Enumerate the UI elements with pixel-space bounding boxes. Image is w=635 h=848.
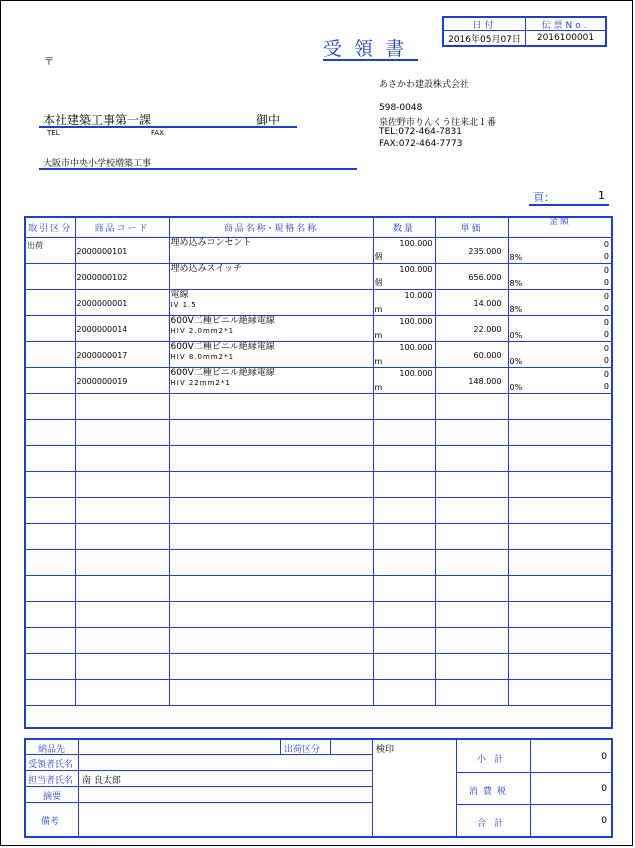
- empty-cell: [75, 549, 169, 575]
- table-row-empty: [26, 549, 611, 575]
- empty-cell: [508, 393, 611, 419]
- row-code: 2000000014: [75, 315, 169, 341]
- row-name: 電線: [170, 289, 189, 300]
- row-type: [26, 315, 75, 341]
- row-qty-cell: [373, 263, 435, 289]
- empty-cell: [169, 471, 373, 497]
- empty-cell: [435, 549, 508, 575]
- staff-label: 担当者氏名: [28, 776, 74, 786]
- col-header-name: 商品名称･規格名称: [169, 218, 373, 237]
- table-row-empty: [26, 627, 611, 653]
- empty-cell: [26, 393, 75, 419]
- row-name: 600V二種ビニル絶縁電線: [170, 367, 275, 378]
- empty-cell: [75, 445, 169, 471]
- row-qty: 100.000: [399, 368, 433, 378]
- table-row-empty: [26, 419, 611, 445]
- date-slip-box: [442, 16, 607, 47]
- empty-cell: [75, 653, 169, 679]
- col-header-amount: 金額: [508, 218, 611, 237]
- empty-cell: [435, 419, 508, 445]
- recipient-name: 本社建築工事第一課: [43, 113, 152, 127]
- row-type-text: 出荷: [27, 240, 43, 250]
- row-unit: 個: [374, 251, 383, 261]
- col-header-qty: 数量: [373, 218, 435, 237]
- row-amount: 0: [603, 369, 609, 379]
- empty-cell: [373, 445, 435, 471]
- empty-cell: [169, 627, 373, 653]
- tax-label: 消費税: [469, 787, 512, 797]
- table-row: [26, 315, 611, 341]
- row-type: [26, 263, 75, 289]
- row-qty: 100.000: [399, 238, 433, 248]
- empty-cell: [26, 419, 75, 445]
- empty-cell: [169, 497, 373, 523]
- receiver-label: 受領者氏名: [28, 760, 74, 770]
- project-name: 大阪市中央小学校増築工事: [43, 159, 152, 169]
- postal-mark: 〒: [44, 57, 54, 68]
- row-tax-amount: 0: [603, 277, 609, 287]
- row-unit: m: [374, 330, 383, 340]
- row-name-cell: [169, 237, 373, 263]
- table-row-empty: [26, 497, 611, 523]
- empty-cell: [169, 419, 373, 445]
- empty-cell: [435, 393, 508, 419]
- row-amount-cell: [508, 289, 611, 315]
- empty-cell: [373, 419, 435, 445]
- row-qty-cell: [373, 315, 435, 341]
- empty-cell: [373, 679, 435, 705]
- empty-cell: [508, 471, 611, 497]
- empty-cell: [373, 471, 435, 497]
- empty-cell: [373, 497, 435, 523]
- table-row-empty: [26, 575, 611, 601]
- row-tax-rate: 0%: [509, 382, 523, 392]
- row-qty: 10.000: [404, 290, 433, 300]
- row-spec: HIV 22mm2*1: [170, 378, 231, 387]
- row-name: 埋め込みスイッチ: [170, 263, 243, 274]
- empty-cell: [169, 601, 373, 627]
- row-tax-amount: 0: [603, 381, 609, 391]
- row-price: 235.000: [435, 237, 508, 263]
- row-amount-cell: [508, 237, 611, 263]
- row-type: [26, 237, 75, 263]
- table-row-empty: [26, 445, 611, 471]
- empty-cell: [26, 497, 75, 523]
- row-code: 2000000102: [75, 263, 169, 289]
- empty-cell: [169, 523, 373, 549]
- row-type: [26, 367, 75, 393]
- row-name-cell: [169, 263, 373, 289]
- table-row-empty: [26, 653, 611, 679]
- date-label: 日付: [444, 18, 526, 31]
- row-name-cell: [169, 367, 373, 393]
- row-price: 656.000: [435, 263, 508, 289]
- row-amount: 0: [603, 239, 609, 249]
- empty-cell: [75, 575, 169, 601]
- empty-cell: [508, 653, 611, 679]
- empty-cell: [26, 627, 75, 653]
- row-price: 148.000: [435, 367, 508, 393]
- empty-cell: [435, 627, 508, 653]
- row-tax-amount: 0: [603, 303, 609, 313]
- empty-cell: [75, 627, 169, 653]
- row-amount: 0: [603, 343, 609, 353]
- row-tax-rate: 0%: [509, 330, 523, 340]
- empty-cell: [169, 575, 373, 601]
- summary-label: 摘要: [43, 792, 62, 802]
- empty-cell: [435, 679, 508, 705]
- empty-cell: [169, 653, 373, 679]
- table-row: [26, 263, 611, 289]
- recipient-fax-label: FAX: [151, 129, 164, 137]
- empty-cell: [508, 497, 611, 523]
- empty-cell: [435, 445, 508, 471]
- empty-cell: [435, 601, 508, 627]
- row-amount-cell: [508, 341, 611, 367]
- sender-tel: TEL:072-464-7831: [379, 127, 462, 137]
- row-qty: 100.000: [399, 342, 433, 352]
- subtotal-label: 小計: [477, 755, 512, 765]
- empty-cell: [26, 549, 75, 575]
- row-qty-cell: [373, 367, 435, 393]
- empty-cell: [508, 445, 611, 471]
- recipient-tel-label: TEL: [47, 129, 60, 137]
- row-amount: 0: [603, 291, 609, 301]
- empty-cell: [75, 523, 169, 549]
- row-qty-cell: [373, 341, 435, 367]
- table-row: [26, 237, 611, 263]
- delivery-label: 納品先: [38, 745, 66, 755]
- total-value: 0: [601, 816, 607, 826]
- empty-cell: [373, 575, 435, 601]
- page-underline: [529, 204, 609, 206]
- empty-cell: [373, 627, 435, 653]
- table-row-empty: [26, 393, 611, 419]
- recipient-underline: [39, 126, 297, 128]
- empty-cell: [75, 679, 169, 705]
- table-row-empty: [26, 601, 611, 627]
- row-unit: 個: [374, 277, 383, 287]
- row-price: 14.000: [435, 289, 508, 315]
- row-tax-rate: 8%: [509, 278, 523, 288]
- row-type: [26, 341, 75, 367]
- project-underline: [39, 168, 357, 170]
- col-header-price: 単価: [435, 218, 508, 237]
- row-name-cell: [169, 289, 373, 315]
- empty-cell: [75, 419, 169, 445]
- empty-cell: [169, 679, 373, 705]
- sender-address: 泉佐野市りんくう往来北１番: [379, 118, 497, 128]
- empty-cell: [373, 549, 435, 575]
- row-code: 2000000019: [75, 367, 169, 393]
- document-title: 受領書: [323, 38, 417, 60]
- sender-zip: 598-0048: [379, 103, 423, 113]
- col-header-type: 取引区分: [26, 218, 75, 237]
- empty-cell: [26, 575, 75, 601]
- date-value: 2016年05月07日: [444, 31, 526, 45]
- sender-company: あさかわ建設株式会社: [379, 80, 470, 90]
- table-row-empty: [26, 523, 611, 549]
- empty-cell: [75, 393, 169, 419]
- empty-cell: [26, 679, 75, 705]
- empty-cell: [26, 445, 75, 471]
- empty-cell: [508, 627, 611, 653]
- page-label: 頁：: [533, 191, 555, 204]
- table-row-empty: [26, 471, 611, 497]
- table-row: [26, 289, 611, 315]
- empty-cell: [373, 601, 435, 627]
- row-price: 60.000: [435, 341, 508, 367]
- row-tax-rate: 0%: [509, 356, 523, 366]
- empty-cell: [26, 523, 75, 549]
- ship-type-label: 出荷区分: [284, 745, 321, 755]
- row-spec: HIV 2.0mm2*1: [170, 326, 235, 335]
- row-tax-rate: 8%: [509, 252, 523, 262]
- empty-cell: [373, 393, 435, 419]
- empty-cell: [75, 601, 169, 627]
- slip-no-value: 2016100001: [536, 33, 595, 43]
- table-row-empty: [26, 679, 611, 705]
- table-row: [26, 367, 611, 393]
- empty-cell: [373, 653, 435, 679]
- row-tax-amount: 0: [603, 329, 609, 339]
- row-qty: 100.000: [399, 316, 433, 326]
- empty-cell: [508, 679, 611, 705]
- staff-name: 南 良太郎: [82, 776, 121, 786]
- row-name-cell: [169, 341, 373, 367]
- empty-cell: [26, 601, 75, 627]
- empty-cell: [169, 549, 373, 575]
- row-tax-amount: 0: [603, 251, 609, 261]
- row-unit: m: [374, 382, 383, 392]
- row-amount-cell: [508, 315, 611, 341]
- subtotal-value: 0: [601, 752, 607, 762]
- empty-cell: [435, 653, 508, 679]
- row-amount-cell: [508, 263, 611, 289]
- empty-cell: [435, 497, 508, 523]
- row-name-cell: [169, 315, 373, 341]
- row-tax-rate: 8%: [509, 304, 523, 314]
- row-price: 22.000: [435, 315, 508, 341]
- empty-cell: [508, 523, 611, 549]
- row-amount: 0: [603, 265, 609, 275]
- page-number: 1: [598, 189, 605, 202]
- row-name: 600V二種ビニル絶縁電線: [170, 341, 275, 352]
- empty-cell: [435, 575, 508, 601]
- empty-cell: [373, 523, 435, 549]
- empty-cell: [508, 419, 611, 445]
- empty-cell: [508, 549, 611, 575]
- row-unit: m: [374, 356, 383, 366]
- row-name: 600V二種ビニル絶縁電線: [170, 315, 275, 326]
- empty-cell: [508, 601, 611, 627]
- empty-cell: [508, 575, 611, 601]
- recipient-honorific: 御中: [256, 113, 281, 127]
- row-amount-cell: [508, 367, 611, 393]
- row-code: 2000000001: [75, 289, 169, 315]
- row-spec: IV 1.5: [170, 300, 197, 309]
- empty-cell: [75, 471, 169, 497]
- row-tax-amount: 0: [603, 355, 609, 365]
- table-row: [26, 341, 611, 367]
- row-qty-cell: [373, 237, 435, 263]
- total-label: 合計: [477, 819, 512, 829]
- inspection-label: 検印: [376, 745, 395, 755]
- row-qty-cell: [373, 289, 435, 315]
- empty-cell: [169, 445, 373, 471]
- empty-cell: [435, 471, 508, 497]
- row-amount: 0: [603, 317, 609, 327]
- empty-cell: [26, 471, 75, 497]
- row-qty: 100.000: [399, 264, 433, 274]
- empty-cell: [435, 523, 508, 549]
- row-spec: HIV 8.0mm2*1: [170, 352, 235, 361]
- items-table: [24, 216, 613, 729]
- row-code: 2000000017: [75, 341, 169, 367]
- slip-no-label: 伝票No.: [526, 18, 605, 31]
- empty-cell: [169, 393, 373, 419]
- note-label: 備考: [41, 817, 60, 827]
- row-name: 埋め込みコンセント: [170, 237, 252, 248]
- empty-cell: [75, 497, 169, 523]
- row-type: [26, 289, 75, 315]
- footer-box: [24, 738, 613, 838]
- row-unit: m: [374, 304, 383, 314]
- empty-cell: [26, 653, 75, 679]
- tax-value: 0: [601, 784, 607, 794]
- sender-fax: FAX:072-464-7773: [379, 139, 463, 149]
- row-code: 2000000101: [75, 237, 169, 263]
- col-header-code: 商品コード: [75, 218, 169, 237]
